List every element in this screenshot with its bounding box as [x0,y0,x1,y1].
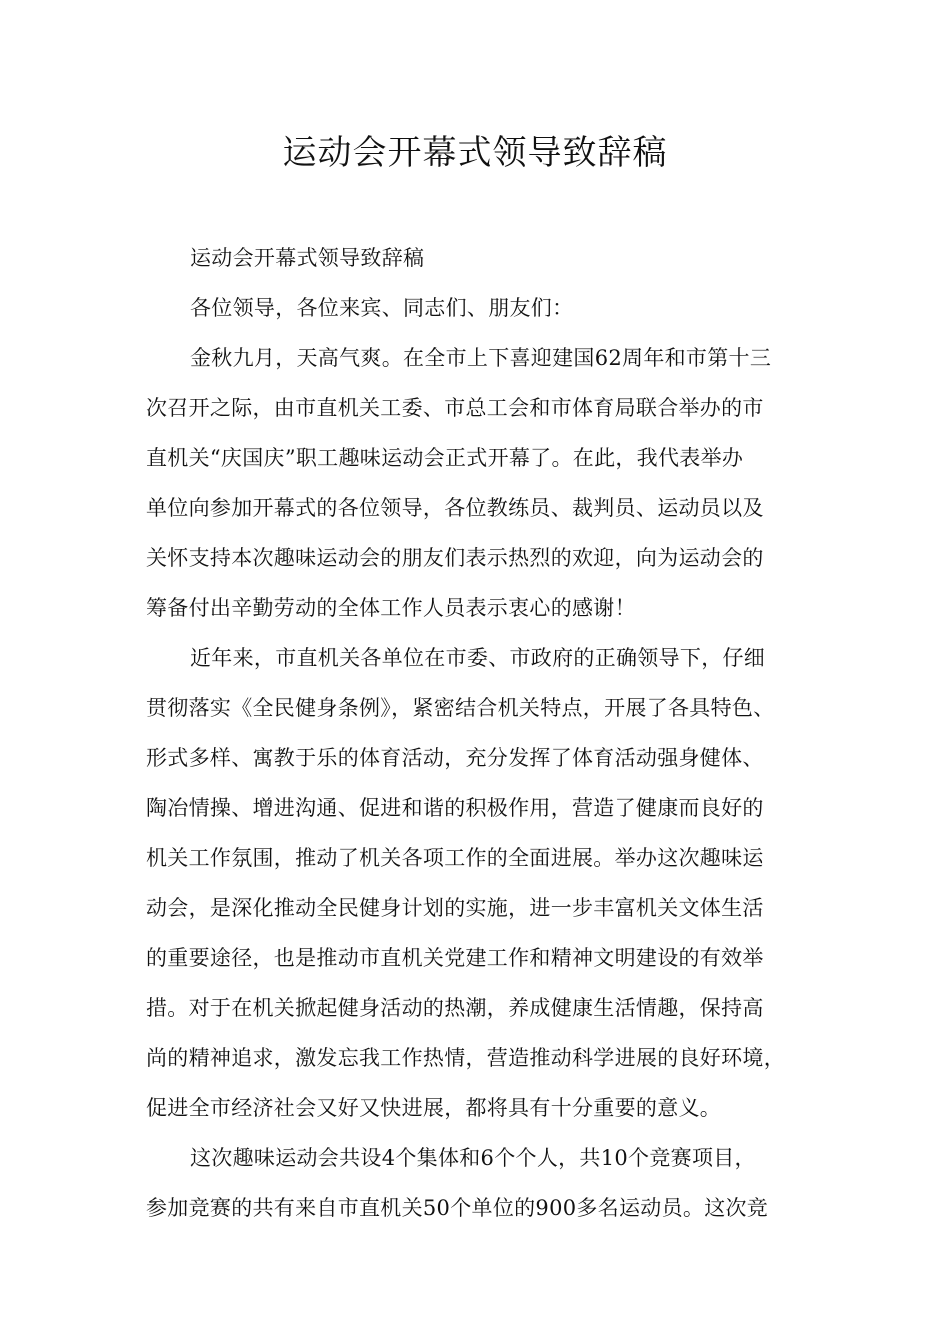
text-line: 形式多样、寓教于乐的体育活动，充分发挥了体育活动强身健体、 [146,746,764,770]
text-line: 筹备付出辛勤劳动的全体工作人员表示衷心的感谢！ [146,596,636,620]
text-line: 动会，是深化推动全民健身计划的实施，进一步丰富机关文体生活 [146,896,764,920]
text-line: 的重要途径，也是推动市直机关党建工作和精神文明建设的有效举 [146,946,764,970]
text-line: 这次趣味运动会共设4个集体和6个个人，共10个竞赛项目， [190,1146,756,1170]
text-line: 金秋九月，天高气爽。在全市上下喜迎建国62周年和市第十三 [190,346,772,370]
text-line: 措。对于在机关掀起健身活动的热潮，养成健康生活情趣，保持高 [146,996,764,1020]
text-line: 次召开之际，由市直机关工委、市总工会和市体育局联合举办的市 [146,396,764,420]
document-title: 运动会开幕式领导致辞稿 [282,133,668,173]
text-line: 关怀支持本次趣味运动会的朋友们表示热烈的欢迎，向为运动会的 [146,546,764,570]
text-line: 运动会开幕式领导致辞稿 [190,246,425,270]
text-line: 近年来，市直机关各单位在市委、市政府的正确领导下，仔细 [190,646,766,670]
document-body [146,233,826,1233]
text-line: 机关工作氛围，推动了机关各项工作的全面进展。举办这次趣味运 [146,846,764,870]
text-line: 各位领导，各位来宾、同志们、朋友们： [190,296,574,320]
text-line: 贯彻落实《全民健身条例》，紧密结合机关特点，开展了各具特色、 [146,696,775,720]
text-line: 单位向参加开幕式的各位领导，各位教练员、裁判员、运动员以及 [146,496,764,520]
text-line: 陶冶情操、增进沟通、促进和谐的积极作用，营造了健康而良好的 [146,796,764,820]
text-line: 促进全市经济社会又好又快进展，都将具有十分重要的意义。 [146,1096,722,1120]
text-line: 直机关“庆国庆”职工趣味运动会正式开幕了。在此，我代表举办 [146,446,744,470]
text-line: 参加竞赛的共有来自市直机关50个单位的900多名运动员。这次竞 [146,1196,769,1220]
text-line: 尚的精神追求，激发忘我工作热情，营造推动科学进展的良好环境， [146,1046,785,1070]
